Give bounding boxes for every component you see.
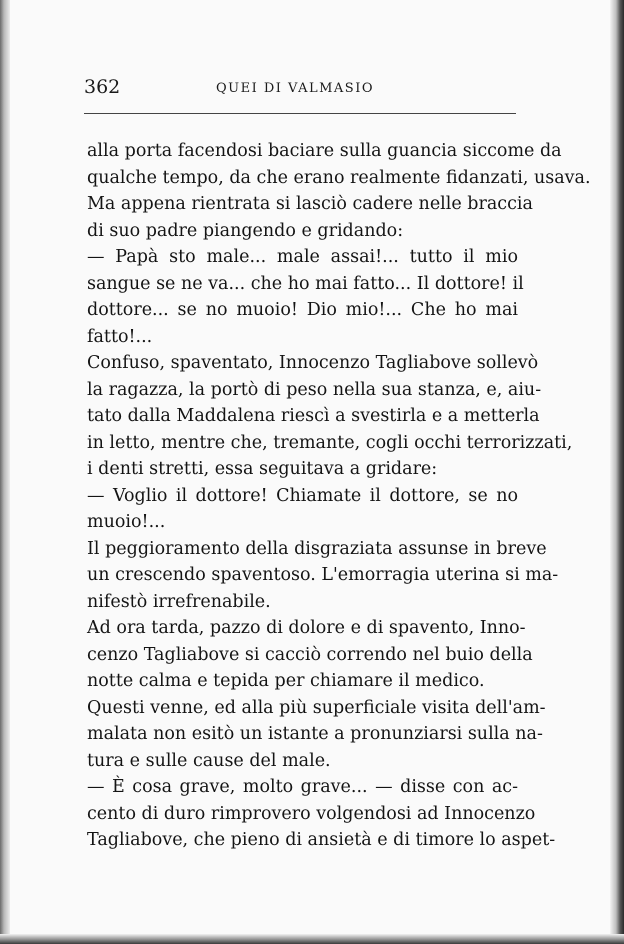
text-line: — Voglio il dottore! Chiamate il dottore, se no xyxy=(87,485,518,506)
text-line: sangue se ne va... che ho mai fatto... Il dottore! il xyxy=(87,273,524,294)
text-line: in letto, mentre che, tremante, cogli occhi terrorizzati, xyxy=(87,432,573,453)
text-line: malata non esitò un istante a pronunziarsi sulla na- xyxy=(87,724,543,744)
text-line: — Papà sto male... male assai!... tutto il mio xyxy=(87,247,518,267)
paragraph xyxy=(87,350,573,483)
paragraph-continued xyxy=(87,138,591,191)
header-rule xyxy=(84,113,516,114)
text-line: la ragazza, la portò di peso nella sua stanza, e, aiu- xyxy=(87,379,542,400)
paragraph xyxy=(87,615,533,695)
text-line: qualche tempo, da che erano realmente fidanzati, usava. xyxy=(87,167,591,188)
text-line: alla porta facendosi baciare sulla guancia siccome da xyxy=(87,141,562,161)
text-line: Confuso, spaventato, Innocenzo Tagliabove sollevò xyxy=(87,353,539,373)
dialogue-paragraph xyxy=(87,483,518,536)
page-number: 362 xyxy=(84,76,121,98)
text-line: di suo padre piangendo e gridando: xyxy=(87,220,404,241)
text-line: Ad ora tarda, pazzo di dolore e di spavento, Inno- xyxy=(87,618,526,638)
running-head xyxy=(84,74,514,102)
running-title: QUEI DI VALMASIO xyxy=(216,81,374,96)
text-line: cenzo Tagliabove si cacciò correndo nel buio della xyxy=(87,644,533,665)
body-text xyxy=(87,138,591,854)
text-line: Ma appena rientrata si lasciò cadere nelle braccia xyxy=(87,194,533,214)
text-line: notte calma e tepida per chiamare il medico. xyxy=(87,671,485,691)
text-line: muoio!... xyxy=(87,512,166,532)
dialogue-paragraph xyxy=(87,774,556,854)
paragraph xyxy=(87,536,559,616)
text-line: dottore... se no muoio! Dio mio!... Che ho mai xyxy=(87,300,518,320)
page-right-edge xyxy=(610,0,624,944)
text-line: — È cosa grave, molto grave... — disse con ac- xyxy=(87,777,518,797)
text-line: i denti stretti, essa seguitava a gridare: xyxy=(87,459,438,479)
text-line: cento di duro rimprovero volgendosi ad Innocenzo xyxy=(87,803,536,824)
dialogue-paragraph xyxy=(87,244,524,350)
page-binding-shadow xyxy=(0,0,10,944)
page-bottom-edge xyxy=(0,934,624,944)
text-line: tato dalla Maddalena riescì a svestirla e a metterla xyxy=(87,406,540,426)
text-line: Il peggioramento della disgraziata assunse in breve xyxy=(87,538,547,559)
text-line: tura e sulle cause del male. xyxy=(87,750,331,771)
text-line: nifestò irrefrenabile. xyxy=(87,591,271,612)
text-line: Questi venne, ed alla più superficiale visita dell'am- xyxy=(87,697,546,718)
text-line: fatto!... xyxy=(87,326,153,347)
paragraph xyxy=(87,191,533,244)
paragraph xyxy=(87,695,546,775)
text-line: un crescendo spaventoso. L'emorragia uterina si ma- xyxy=(87,565,559,585)
text-line: Tagliabove, che pieno di ansietà e di timore lo aspet- xyxy=(87,830,556,850)
